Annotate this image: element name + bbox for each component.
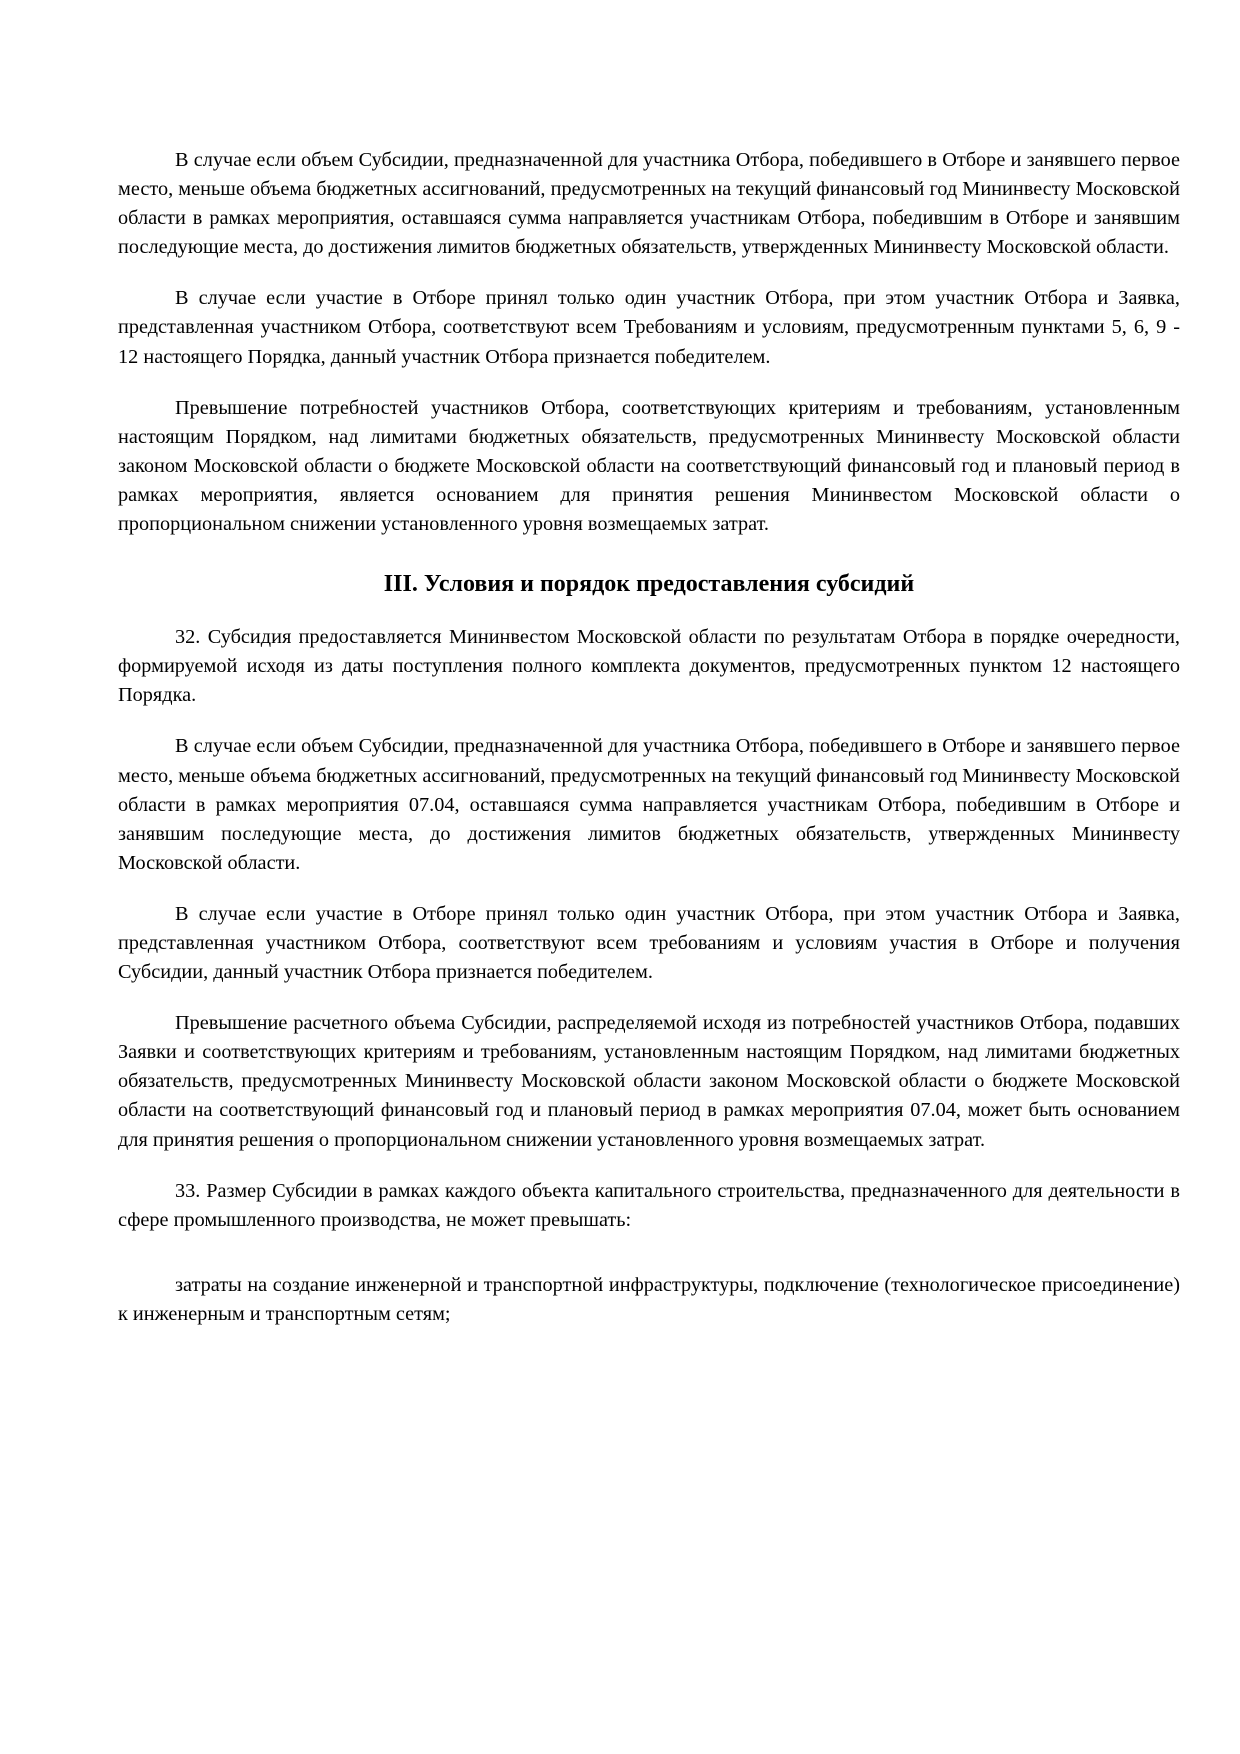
paragraph-exceeding-needs: Превышение потребностей участников Отбора, соответствующих критериям и требованиям, установленным настоящим Порядком, над лимитами бюджетных обязательств, предусмотренных Мининвесту Московской области законом Московской области о бюджете Московской области на соответствующий финансовый год и плановый период в рамках мероприятия, является основанием для принятия решения Мининвестом Московской области о пропорциональном снижении установленного уровня возмещаемых затрат.	[118, 396, 1180, 536]
paragraph-remaining-subsidy-0704: В случае если объем Субсидии, предназначенной для участника Отбора, победившего в Отборе и занявшего первое место, меньше объема бюджетных ассигнований, предусмотренных на текущий финансовый год Мининвесту Московской области в рамках мероприятия 07.04, оставшаяся сумма направляется участникам Отбора, победившим в Отборе и занявшим последующие места, до достижения лимитов бюджетных обязательств, утвержденных Мининвесту Московской области.	[118, 735, 1180, 874]
document-page	[118, 146, 1180, 1329]
paragraph-infrastructure-costs: затраты на создание инженерной и транспортной инфраструктуры, подключение (технологическое присоединение) к инженерным и транспортным сетям;	[118, 1273, 1180, 1325]
paragraph-remaining-subsidy: В случае если объем Субсидии, предназначенной для участника Отбора, победившего в Отборе и занявшего первое место, меньше объема бюджетных ассигнований, предусмотренных на текущий финансовый год Мининвесту Московской области в рамках мероприятия, оставшаяся сумма направляется участникам Отбора, победившим в Отборе и занявшим последующие места, до достижения лимитов бюджетных обязательств, утвержденных Мининвесту Московской области.	[118, 149, 1180, 259]
section-heading: III. Условия и порядок предоставления субсидий	[383, 571, 915, 598]
paragraph-clause-33: 33. Размер Субсидии в рамках каждого объекта капитального строительства, предназначенного для деятельности в сфере промышленного производства, не может превышать:	[118, 1179, 1180, 1231]
paragraph-single-participant: В случае если участие в Отборе принял только один участник Отбора, при этом участник Отбора и Заявка, представленная участником Отбора, соответствуют всем Требованиям и условиям, предусмотренным пунктами 5, 6, 9 - 12 настоящего Порядка, данный участник Отбора признается победителем.	[118, 287, 1180, 368]
paragraph-single-participant-2: В случае если участие в Отборе принял только один участник Отбора, при этом участник Отбора и Заявка, представленная участником Отбора, соответствуют всем требованиям и условиям участия в Отборе и получения Субсидии, данный участник Отбора признается победителем.	[118, 902, 1180, 984]
paragraph-clause-32: 32. Субсидия предоставляется Мининвестом Московской области по результатам Отбора в порядке очередности, формируемой исходя из даты поступления полного комплекта документов, предусмотренных пунктом 12 настоящего Порядка.	[118, 626, 1180, 707]
paragraph-exceeding-estimate: Превышение расчетного объема Субсидии, распределяемой исходя из потребностей участников Отбора, подавших Заявки и соответствующих критериям и требованиям, установленным настоящим Порядком, над лимитами бюджетных обязательств, предусмотренных Мининвесту Московской области законом Московской области о бюджете Московской области на соответствующий финансовый год и плановый период в рамках мероприятия 07.04, может быть основанием для принятия решения о пропорциональном снижении установленного уровня возмещаемых затрат.	[118, 1012, 1180, 1151]
